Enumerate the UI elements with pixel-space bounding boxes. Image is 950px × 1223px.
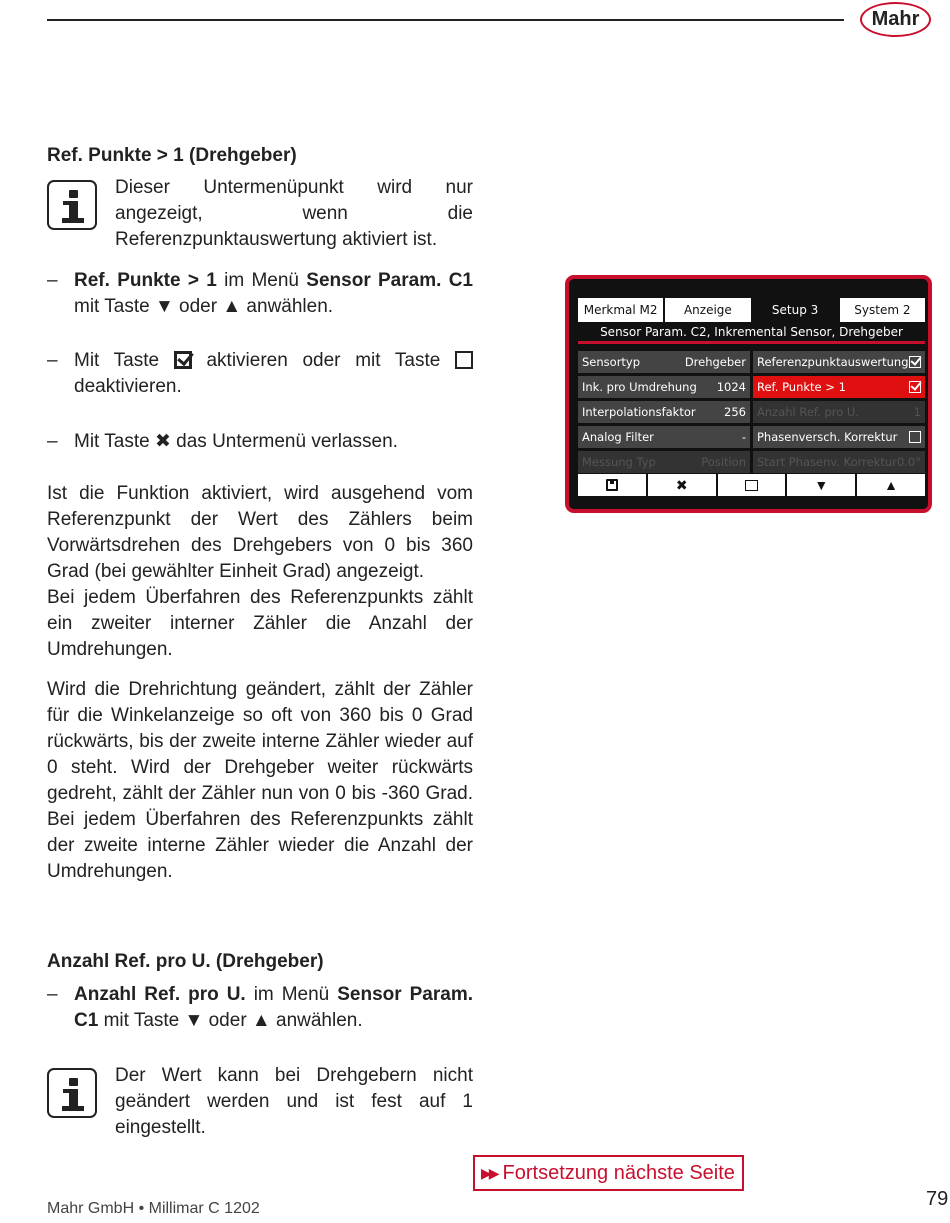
param-ref-punkte[interactable] xyxy=(753,376,925,398)
device-subtitle: Sensor Param. C2, Inkremental Sensor, Drehgeber xyxy=(578,323,925,344)
param-anzahl-ref xyxy=(753,401,925,423)
page-number: 79 xyxy=(926,1188,949,1210)
close-button[interactable] xyxy=(648,474,716,496)
info-icon xyxy=(47,1068,97,1118)
checkbox-checked-icon xyxy=(174,351,192,369)
param-analog-filter[interactable] xyxy=(578,426,750,448)
info-note-2: Der Wert kann bei Drehgebern nicht geändert werden und ist fest auf 1 eingestellt. xyxy=(115,1065,473,1138)
close-icon: ✖ xyxy=(675,476,688,493)
checkbox-checked-icon xyxy=(909,381,921,393)
text: Mit Taste xyxy=(74,350,174,371)
tab-merkmal[interactable]: Merkmal M2 xyxy=(578,298,663,322)
up-button[interactable] xyxy=(857,474,925,496)
param-value: - xyxy=(741,430,746,444)
paragraph-2: Bei jedem Überfahren des Referenzpunkts zählt ein zweiter interner Zähler die Anzahl der Umdrehungen. xyxy=(47,587,473,660)
info-note-1: Dieser Untermenüpunkt wird nur angezeigt, wenn die Referenzpunktauswertung aktiviert ist. xyxy=(115,177,473,250)
bold-text: Sensor Param. C1 xyxy=(74,984,473,1031)
param-referenzpunktauswertung[interactable] xyxy=(753,351,925,373)
param-value: 256 xyxy=(724,405,746,419)
text: Mit Taste xyxy=(74,431,155,452)
param-start-phasenv xyxy=(753,451,925,473)
down-button[interactable] xyxy=(787,474,855,496)
tab-setup[interactable]: Setup 3 xyxy=(753,298,838,322)
text: aktivieren oder mit Taste xyxy=(191,350,455,371)
checkbox-empty-icon xyxy=(909,431,921,443)
text: mit Taste ▼ oder ▲ anwählen. xyxy=(98,1010,363,1031)
softkey-bar xyxy=(578,474,925,496)
param-label: Messung Typ xyxy=(582,455,656,469)
param-phasenversch[interactable] xyxy=(753,426,925,448)
bullet-dash: – xyxy=(47,270,58,291)
text: deaktivieren. xyxy=(74,376,182,397)
param-label: Ref. Punkte > 1 xyxy=(757,380,846,394)
param-ink-pro-umdrehung[interactable] xyxy=(578,376,750,398)
bullet-dash: – xyxy=(47,350,58,371)
param-label: Phasenversch. Korrektur xyxy=(757,430,898,444)
text: das Untermenü verlassen. xyxy=(170,431,398,452)
logo-text: Mahr xyxy=(871,8,920,30)
checkbox-checked-icon xyxy=(909,356,921,368)
bullet-dash: – xyxy=(47,984,58,1005)
up-icon: ▲ xyxy=(884,477,899,493)
device-screenshot xyxy=(565,275,932,513)
checkbox-icon xyxy=(745,480,758,491)
param-value: 1 xyxy=(913,405,921,419)
param-label: Referenzpunktauswertung xyxy=(757,355,909,369)
mahr-logo xyxy=(860,2,931,37)
tab-anzeige[interactable]: Anzeige xyxy=(665,298,750,322)
save-button[interactable] xyxy=(578,474,646,496)
text: mit Taste ▼ oder ▲ anwählen. xyxy=(74,296,334,317)
bold-text: Anzahl Ref. pro U. xyxy=(74,984,246,1005)
footer-text: Mahr GmbH • Millimar C 1202 xyxy=(47,1200,260,1217)
section-heading-ref-punkte: Ref. Punkte > 1 (Drehgeber) xyxy=(47,145,297,166)
param-label: Sensortyp xyxy=(582,355,641,369)
param-value: 1024 xyxy=(716,380,746,394)
text: im Menü xyxy=(245,984,338,1005)
param-label: Interpolationsfaktor xyxy=(582,405,696,419)
param-value: 0.0° xyxy=(896,455,921,469)
param-label: Anzahl Ref. pro U. xyxy=(757,405,859,419)
header-rule xyxy=(47,19,844,21)
close-icon: ✖ xyxy=(154,431,171,452)
forward-icon: ▶▶ xyxy=(481,1164,497,1181)
bold-text: Ref. Punkte > 1 xyxy=(74,270,217,291)
bullet-dash: – xyxy=(47,431,58,452)
paragraph-1: Ist die Funktion aktiviert, wird ausgehend vom Referenzpunkt der Wert des Zählers beim Vorwärtsdrehen des Drehgebers von 0 bis 360 Grad (bei gewählter Einheit Grad) angezeigt. xyxy=(47,483,473,582)
param-label: Analog Filter xyxy=(582,430,654,444)
continue-next-page xyxy=(473,1155,744,1191)
down-icon: ▼ xyxy=(814,477,829,493)
continue-label: Fortsetzung nächste Seite xyxy=(502,1161,735,1184)
save-icon xyxy=(606,479,618,491)
bold-text: Sensor Param. C1 xyxy=(306,270,473,291)
param-value: Position xyxy=(701,455,746,469)
checkbox-button[interactable] xyxy=(718,474,786,496)
param-value: Drehgeber xyxy=(684,355,746,369)
param-label: Ink. pro Umdrehung xyxy=(582,380,697,394)
section-heading-anzahl-ref: Anzahl Ref. pro U. (Drehgeber) xyxy=(47,951,324,972)
info-icon xyxy=(47,180,97,230)
parameter-grid xyxy=(578,351,925,476)
param-sensortyp[interactable] xyxy=(578,351,750,373)
device-tabs xyxy=(578,298,925,322)
paragraph-3: Wird die Drehrichtung geändert, zählt der Zähler für die Winkelanzeige so oft von 360 bis 0 Grad rückwärts, bis der zweite interne Zähler wieder auf 0 steht. Wird der Drehgeber weiter rückwärts gedreht, zählt der Zähler nun von 0 bis -360 Grad. Bei jedem Überfahren des Referenzpunkts zählt der zweite interne Zähler wieder die Anzahl der Umdrehungen. xyxy=(47,679,473,882)
text: im Menü xyxy=(216,270,307,291)
param-interpolationsfaktor[interactable] xyxy=(578,401,750,423)
param-messung-typ xyxy=(578,451,750,473)
param-label: Start Phasenv. Korrektur xyxy=(757,455,897,469)
checkbox-empty-icon xyxy=(455,351,473,369)
tab-system[interactable]: System 2 xyxy=(840,298,925,322)
